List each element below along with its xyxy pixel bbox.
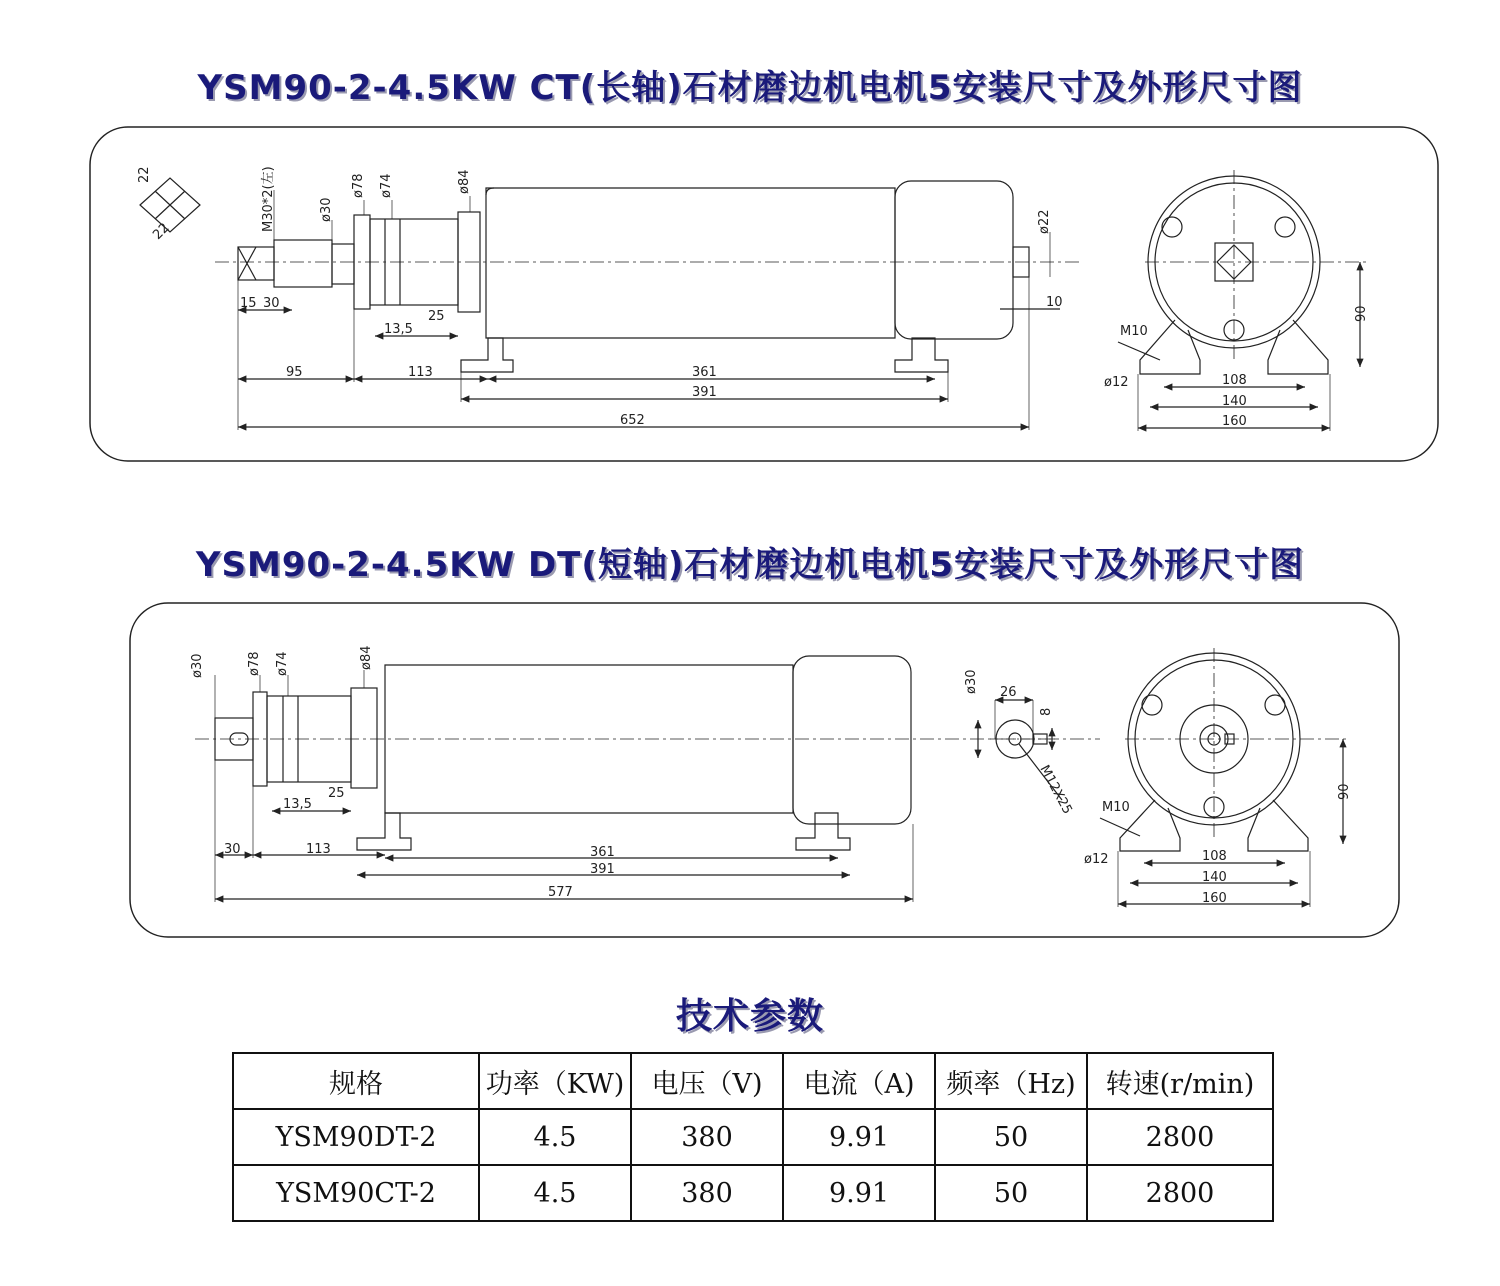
ct-square-size: 22 — [137, 166, 152, 183]
ct-drawing-title: YSM90-2-4.5KW CT(长轴)石材磨边机电机5安装尺寸及外形尺寸图 — [197, 68, 1303, 108]
dt-shaft-26-label: 26 — [1000, 685, 1017, 700]
cell-voltage: 380 — [631, 1165, 783, 1221]
dt-end-cover — [793, 656, 911, 824]
ct-l25-label: 25 — [428, 309, 445, 324]
ct-foot-rear — [895, 338, 948, 372]
cell-power: 4.5 — [479, 1109, 631, 1165]
ct-drawing — [90, 127, 1438, 461]
dt-l391-label: 391 — [590, 862, 615, 877]
header-current: 电流（A) — [783, 1053, 935, 1109]
ct-foot-front — [461, 338, 513, 372]
header-voltage: 电压（V) — [631, 1053, 783, 1109]
dt-l30-label: 30 — [224, 842, 241, 857]
dt-shaft-m12-label: M12X25 — [1036, 762, 1075, 817]
cell-speed: 2800 — [1087, 1109, 1273, 1165]
dt-end-160-label: 160 — [1202, 891, 1227, 906]
ct-l652-label: 652 — [620, 413, 645, 428]
dt-end-140-label: 140 — [1202, 870, 1227, 885]
cell-frequency: 50 — [935, 1109, 1087, 1165]
cell-frequency: 50 — [935, 1165, 1087, 1221]
ct-d84-label: ø84 — [457, 169, 472, 194]
spec-table — [232, 1052, 1274, 1222]
ct-l95-label: 95 — [286, 365, 303, 380]
ct-end-160-label: 160 — [1222, 414, 1247, 429]
cell-current: 9.91 — [783, 1165, 935, 1221]
ct-motor-body — [486, 188, 895, 338]
dt-end-90-label: 90 — [1337, 783, 1352, 800]
ct-end-view — [1118, 170, 1370, 431]
ct-end-cover — [895, 181, 1013, 339]
ct-square-size-2: 22 — [150, 220, 173, 243]
dt-d74-label: ø74 — [275, 651, 290, 676]
dt-d78-label: ø78 — [247, 651, 262, 676]
dt-drawing — [130, 603, 1399, 937]
cell-model: YSM90CT-2 — [233, 1165, 479, 1221]
cell-power: 4.5 — [479, 1165, 631, 1221]
ct-frame — [90, 127, 1438, 461]
ct-d74-label: ø74 — [379, 173, 394, 198]
ct-dimension-labels — [137, 166, 1369, 429]
cell-speed: 2800 — [1087, 1165, 1273, 1221]
header-model: 规格 — [233, 1053, 479, 1109]
dt-l577-label: 577 — [548, 885, 573, 900]
dt-foot-rear — [796, 813, 850, 850]
ct-l361-label: 361 — [692, 365, 717, 380]
dt-l113-label: 113 — [306, 842, 331, 857]
header-frequency: 频率（Hz) — [935, 1053, 1087, 1109]
dt-end-m10-label: M10 — [1102, 800, 1130, 815]
ct-l13-5-label: 13,5 — [384, 322, 413, 337]
ct-threaded-shaft — [238, 247, 274, 280]
ct-square-key-symbol — [140, 178, 200, 232]
ct-d78-label: ø78 — [351, 173, 366, 198]
table-row — [233, 1109, 1273, 1165]
dt-shaft-d30-label: ø30 — [964, 669, 979, 694]
dt-end-108-label: 108 — [1202, 849, 1227, 864]
ct-shaft — [274, 240, 332, 287]
dt-end-d12-label: ø12 — [1084, 852, 1109, 867]
ct-l113-label: 113 — [408, 365, 433, 380]
table-row — [233, 1165, 1273, 1221]
ct-l15-label: 15 — [240, 296, 257, 311]
dt-l361-label: 361 — [590, 845, 615, 860]
ct-thread-label: M30*2(左) — [261, 166, 276, 232]
header-speed: 转速(r/min) — [1087, 1053, 1273, 1109]
ct-l10-label: 10 — [1046, 295, 1063, 310]
ct-l391-label: 391 — [692, 385, 717, 400]
ct-l30-label: 30 — [263, 296, 280, 311]
ct-d22-label: ø22 — [1037, 209, 1052, 234]
header-power: 功率（KW) — [479, 1053, 631, 1109]
ct-end-90-label: 90 — [1354, 305, 1369, 322]
dt-d84-label: ø84 — [359, 645, 374, 670]
table-header-row — [233, 1053, 1273, 1109]
dt-end-view — [1100, 648, 1350, 907]
technical-parameters-title: 技术参数 — [675, 996, 824, 1037]
ct-end-108-label: 108 — [1222, 373, 1247, 388]
ct-end-140-label: 140 — [1222, 394, 1247, 409]
dt-l25-label: 25 — [328, 786, 345, 801]
ct-end-m10-label: M10 — [1120, 324, 1148, 339]
cell-voltage: 380 — [631, 1109, 783, 1165]
dt-d30-label: ø30 — [190, 653, 205, 678]
ct-d30-label: ø30 — [319, 197, 334, 222]
dt-l13-5-label: 13,5 — [283, 797, 312, 812]
dt-drawing-title: YSM90-2-4.5KW DT(短轴)石材磨边机电机5安装尺寸及外形尺寸图 — [195, 545, 1305, 585]
dt-foot-front — [357, 813, 411, 850]
dt-shaft-8-label: 8 — [1039, 707, 1054, 716]
ct-end-d12-label: ø12 — [1104, 375, 1129, 390]
cell-current: 9.91 — [783, 1109, 935, 1165]
cell-model: YSM90DT-2 — [233, 1109, 479, 1165]
